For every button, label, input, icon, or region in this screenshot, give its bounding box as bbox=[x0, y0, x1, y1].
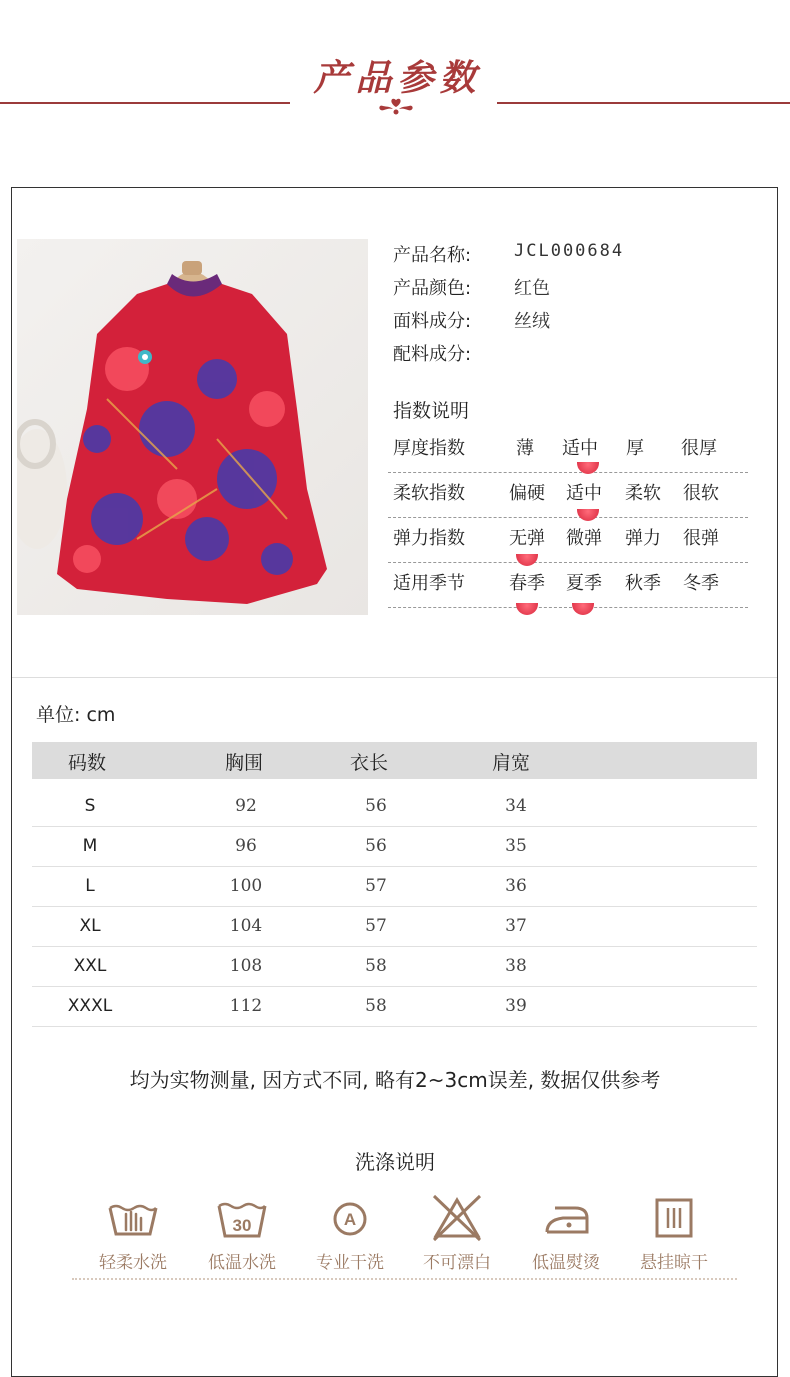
table-cell: 37 bbox=[505, 916, 527, 936]
table-row bbox=[32, 826, 757, 867]
index-row-softness bbox=[388, 473, 748, 518]
no-bleach-icon bbox=[430, 1194, 484, 1242]
wash-item-hand bbox=[83, 1194, 183, 1273]
table-cell: 39 bbox=[505, 996, 527, 1016]
index-label: 弹力指数 bbox=[393, 528, 465, 549]
index-option: 很软 bbox=[683, 483, 719, 504]
field-label-color: 产品颜色: bbox=[393, 278, 472, 299]
table-cell: 36 bbox=[505, 876, 527, 896]
table-cell: 104 bbox=[229, 916, 263, 936]
wash-item-iron bbox=[516, 1194, 616, 1273]
table-cell: 57 bbox=[365, 876, 387, 896]
table-cell: L bbox=[85, 876, 95, 896]
wash-item-dryclean bbox=[300, 1194, 400, 1273]
table-row bbox=[32, 986, 757, 1027]
table-cell: 56 bbox=[365, 796, 387, 816]
wash-label: 低温水洗 bbox=[208, 1253, 276, 1273]
field-label-name: 产品名称: bbox=[393, 245, 472, 266]
index-label: 适用季节 bbox=[393, 573, 465, 594]
index-row-elasticity bbox=[388, 518, 748, 563]
column-header: 肩宽 bbox=[492, 752, 531, 774]
table-cell: 35 bbox=[505, 836, 527, 856]
washing-title: 洗涤说明 bbox=[355, 1150, 435, 1174]
product-photo bbox=[17, 239, 368, 615]
index-row-thickness bbox=[388, 428, 748, 473]
column-header: 码数 bbox=[68, 752, 107, 774]
index-option: 很弹 bbox=[683, 528, 719, 549]
dotted-divider bbox=[72, 1278, 737, 1280]
wash-label: 悬挂晾干 bbox=[640, 1253, 708, 1273]
wash-item-30 bbox=[192, 1194, 292, 1273]
table-header bbox=[32, 742, 757, 779]
table-row bbox=[32, 866, 757, 907]
index-option: 适中 bbox=[562, 438, 598, 459]
column-header: 衣长 bbox=[350, 752, 389, 774]
table-cell: 112 bbox=[229, 996, 263, 1016]
wash-label: 专业干洗 bbox=[316, 1253, 384, 1273]
measurement-note: 均为实物测量, 因方式不同, 略有2~3cm误差, 数据仅供参考 bbox=[129, 1068, 661, 1092]
column-header: 胸围 bbox=[225, 752, 264, 774]
svg-text:A: A bbox=[343, 1210, 357, 1229]
field-label-trim: 配料成分: bbox=[393, 344, 472, 365]
line-dry-icon bbox=[647, 1194, 701, 1242]
table-row bbox=[32, 946, 757, 987]
unit-label: 单位: cm bbox=[36, 704, 116, 726]
table-cell: 57 bbox=[365, 916, 387, 936]
field-value-fabric: 丝绒 bbox=[514, 311, 550, 332]
table-cell: 92 bbox=[235, 796, 257, 816]
table-cell: XL bbox=[79, 916, 101, 936]
flower-ornament-icon bbox=[375, 96, 417, 118]
dry-clean-a-icon bbox=[323, 1194, 377, 1242]
index-option: 厚 bbox=[626, 438, 644, 459]
table-cell: M bbox=[82, 836, 98, 856]
index-option: 薄 bbox=[516, 438, 534, 459]
table-cell: 34 bbox=[505, 796, 527, 816]
wash-item-nobleach bbox=[407, 1194, 507, 1273]
table-cell: 58 bbox=[365, 956, 387, 976]
table-row bbox=[32, 786, 757, 827]
table-cell: XXXL bbox=[67, 996, 113, 1016]
index-option: 弹力 bbox=[625, 528, 661, 549]
wash-label: 不可漂白 bbox=[423, 1253, 491, 1273]
table-cell: 38 bbox=[505, 956, 527, 976]
table-cell: 56 bbox=[365, 836, 387, 856]
index-label: 柔软指数 bbox=[393, 483, 465, 504]
table-cell: S bbox=[84, 796, 96, 816]
index-label: 厚度指数 bbox=[393, 438, 465, 459]
table-cell: 108 bbox=[229, 956, 263, 976]
table-cell: 96 bbox=[235, 836, 257, 856]
index-title: 指数说明 bbox=[393, 400, 470, 422]
index-option: 偏硬 bbox=[509, 483, 545, 504]
wash-item-linedry bbox=[624, 1194, 724, 1273]
wash-label: 轻柔水洗 bbox=[99, 1253, 167, 1273]
wash-label: 低温熨烫 bbox=[532, 1253, 600, 1273]
page-title: 产品参数 bbox=[313, 57, 482, 99]
table-cell: 58 bbox=[365, 996, 387, 1016]
field-value-name: JCL000684 bbox=[514, 241, 625, 261]
index-option: 夏季 bbox=[566, 573, 602, 594]
section-divider bbox=[12, 677, 777, 678]
header-line-right bbox=[497, 102, 790, 104]
index-option: 冬季 bbox=[683, 573, 719, 594]
index-row-season bbox=[388, 563, 748, 608]
table-cell: 100 bbox=[229, 876, 263, 896]
table-cell: XXL bbox=[73, 956, 107, 976]
field-value-color: 红色 bbox=[514, 278, 550, 299]
index-option: 微弹 bbox=[566, 528, 602, 549]
index-option: 无弹 bbox=[509, 528, 545, 549]
index-option: 春季 bbox=[509, 573, 545, 594]
index-option: 秋季 bbox=[625, 573, 661, 594]
index-option: 适中 bbox=[566, 483, 602, 504]
index-option: 很厚 bbox=[681, 438, 717, 459]
index-option: 柔软 bbox=[625, 483, 661, 504]
svg-text:30: 30 bbox=[232, 1216, 252, 1235]
wash-30-icon bbox=[215, 1194, 269, 1242]
hand-wash-icon bbox=[106, 1194, 160, 1242]
table-row bbox=[32, 906, 757, 947]
field-label-fabric: 面料成分: bbox=[393, 311, 472, 332]
iron-low-icon bbox=[539, 1194, 593, 1242]
header-line-left bbox=[0, 102, 290, 104]
